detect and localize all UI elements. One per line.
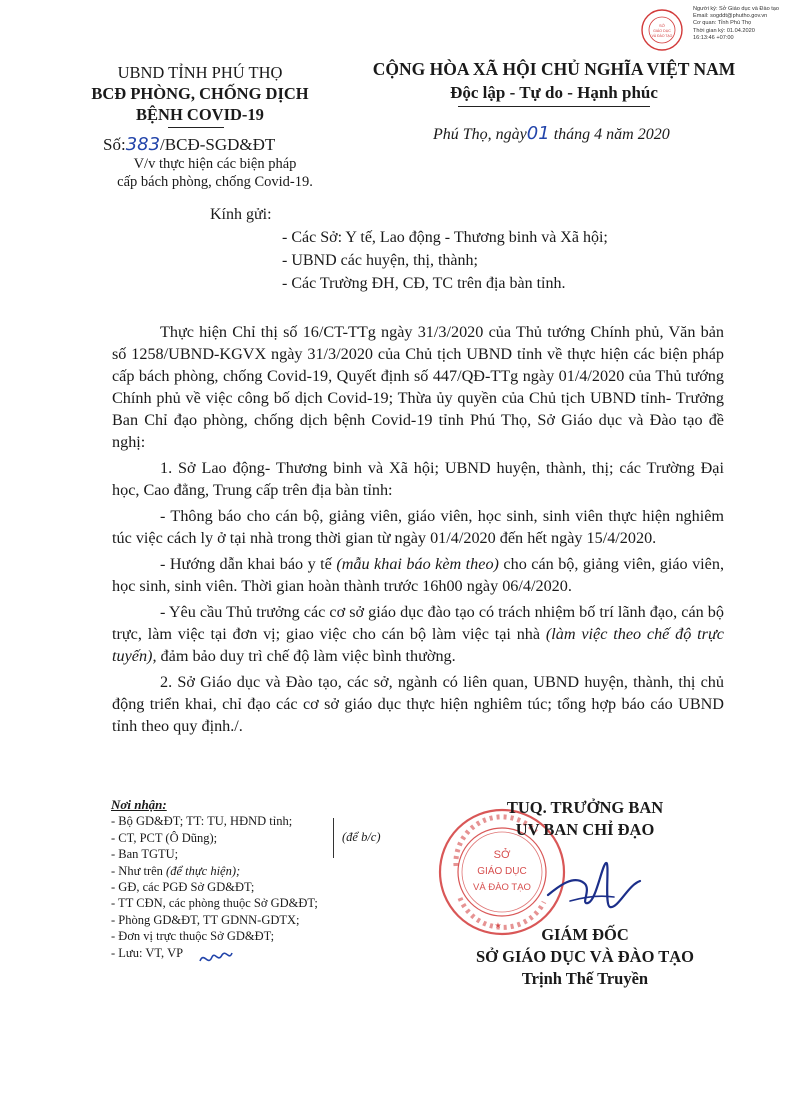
sig-info-line: Người ký: Sở Giáo dục và Đào tạo	[693, 6, 780, 12]
motto-underline	[458, 106, 650, 107]
bullet2-text: cho cán bộ, giảng viên, giáo viên, học sinh, sinh viên. Thời gian hoàn thành trước 16h00 ngày 06/4/2020.	[112, 555, 724, 595]
number-suffix: /BCĐ-SGD&ĐT	[160, 135, 276, 154]
distribution-item: - GĐ, các PGĐ Sở GD&ĐT;	[111, 880, 255, 895]
distribution-item	[111, 863, 318, 879]
number-prefix: Số:	[103, 135, 126, 154]
distribution-bracket	[333, 818, 334, 858]
signature-authority	[440, 797, 730, 841]
svg-text:★: ★	[494, 921, 502, 930]
body-intro: Thực hiện Chỉ thị số 16/CT-TTg ngày 31/3/2020 của Thủ tướng Chính phủ, Văn bản số 1258/UBND-KGVX ngày 31/3/2020 của Chủ tịch UBND tỉnh về thực hiện các biện pháp cấp bách phòng, chống Covid-19, Quyết định số 447/QĐ-TTg ngày 01/4/2020 của Thủ tướng Chính phủ về việc công bố dịch Covid-19; Thừa ủy quyền của Chủ tịch UBND tỉnh- Trưởng Ban Chỉ đạo phòng, chống dịch bệnh Covid-19 tỉnh Phú Thọ, Sở Giáo dục và Đào tạo đề nghị:	[112, 323, 724, 451]
body-bullet-2	[112, 553, 724, 597]
agency-line-province: UBND TỈNH PHÚ THỌ	[117, 63, 283, 82]
body-bullet-1: - Thông báo cho cán bộ, giảng viên, giáo viên, học sinh, sinh viên thực hiện nghiêm túc việc cách ly ở tại nhà trong thời gian từ ngày 01/4/2020 đến hết ngày 15/4/2020.	[112, 507, 724, 547]
distribution-item: - Đơn vị trực thuộc Sở GD&ĐT;	[111, 929, 275, 944]
sig-info-line: Thời gian ký: 01.04.2020	[693, 27, 755, 34]
number-handwritten: 383	[125, 134, 161, 155]
signer-position: GIÁM ĐỐC	[541, 925, 629, 944]
distribution-item-note: (để thực hiện);	[166, 863, 241, 878]
distribution-item: - Ban TGTU;	[111, 847, 179, 862]
distribution-list	[111, 797, 318, 961]
signer-organization: SỞ GIÁO DỤC VÀ ĐÀO TẠO	[475, 947, 695, 966]
date-prefix: Phú Thọ, ngày	[433, 126, 527, 143]
national-title: CỘNG HÒA XÃ HỘI CHỦ NGHĨA VIỆT NAM	[372, 59, 736, 79]
recipient-item: - UBND các huyện, thị, thành;	[282, 252, 478, 269]
handwritten-initial-icon	[196, 945, 236, 969]
distribution-item: - TT CĐN, các phòng thuộc Sở GD&ĐT;	[111, 896, 318, 911]
signature-line-2: UV BAN CHỈ ĐẠO	[515, 820, 655, 839]
agency-line-committee: BCĐ PHÒNG, CHỐNG DỊCH	[91, 84, 309, 103]
svg-text:VÀ ĐÀO TẠO: VÀ ĐÀO TẠO	[651, 34, 673, 38]
agency-line-disease: BỆNH COVID-19	[136, 105, 264, 124]
recipients-list	[282, 226, 608, 295]
sig-info-line: 16:13:46 +07:00	[693, 34, 734, 41]
distribution-title: Nơi nhận:	[111, 797, 167, 812]
bracket-note: (để b/c)	[342, 830, 381, 844]
distribution-item: - Bộ GD&ĐT; TT: TU, HĐND tỉnh;	[111, 814, 293, 829]
bullet3-text: đảm bảo duy trì chế độ làm việc bình thường.	[156, 647, 456, 665]
document-body	[112, 321, 724, 741]
svg-text:GIÁO DỤC: GIÁO DỤC	[477, 866, 527, 877]
digital-signature-stamp-icon	[640, 8, 684, 52]
bullet2-italic: (mẫu khai báo kèm theo)	[336, 555, 499, 573]
bullet2-text: - Hướng dẫn khai báo y tế	[160, 555, 337, 573]
body-bullet-3	[112, 601, 724, 667]
body-item-2: 2. Sở Giáo dục và Đào tạo, các sở, ngành có liên quan, UBND huyện, thành, thị chủ động triển khai, chỉ đạo các cơ sở giáo dục thực hiện nghiêm túc; tổng hợp báo cáo UBND tỉnh theo quy định./.	[112, 673, 724, 735]
signature-line-1: TUQ. TRƯỞNG BAN	[506, 798, 664, 817]
handwritten-signature-icon	[540, 845, 650, 925]
bullet3-text: - Yêu cầu Thủ trưởng các cơ sở giáo dục đào tạo có trách nhiệm bố trí lãnh đạo, cán bộ trực, làm việc tại đơn vị; giao việc cho cán bộ làm việc tại nhà	[112, 603, 724, 643]
distribution-item: - Lưu: VT, VP	[111, 945, 184, 960]
national-motto: Độc lập - Tự do - Hạnh phúc	[450, 83, 658, 102]
signer-name: Trịnh Thế Truyền	[521, 969, 649, 988]
bullet3-italic: (làm việc theo chế độ trực tuyến),	[112, 625, 724, 665]
document-number	[103, 134, 275, 156]
recipients-label: Kính gửi:	[210, 206, 272, 223]
body-item-1: 1. Sở Lao động- Thương binh và Xã hội; UBND huyện, thành, thị; các Trường Đại học, Cao đẳng, Trung cấp trên địa bàn tỉnh:	[112, 459, 724, 499]
document-subject	[100, 155, 330, 191]
recipient-item: - Các Sở: Y tế, Lao động - Thương binh và Xã hội;	[282, 229, 608, 246]
place-and-date	[433, 123, 670, 146]
sig-info-line: Cơ quan: Tỉnh Phú Thọ	[693, 20, 752, 27]
digital-signature-info	[693, 6, 789, 42]
date-suffix: tháng 4 năm 2020	[553, 126, 670, 143]
agency-underline	[168, 127, 224, 128]
subject-line: V/v thực hiện các biện pháp	[133, 156, 297, 172]
distribution-item-text: - Như trên	[111, 863, 163, 878]
sig-info-line: Email: sogddt@phutho.gov.vn	[693, 13, 768, 20]
svg-text:SỞ: SỞ	[658, 23, 666, 28]
distribution-item: - Phòng GD&ĐT, TT GDNN-GDTX;	[111, 912, 300, 927]
svg-text:VÀ ĐÀO TẠO: VÀ ĐÀO TẠO	[473, 882, 531, 893]
subject-line: cấp bách phòng, chống Covid-19.	[117, 174, 313, 190]
recipient-item: - Các Trường ĐH, CĐ, TC trên địa bàn tỉnh.	[282, 275, 566, 292]
issuing-agency	[60, 62, 340, 125]
svg-text:GIÁO DỤC: GIÁO DỤC	[653, 29, 671, 33]
signer-details	[440, 924, 730, 990]
date-day-handwritten: 01	[526, 123, 550, 144]
svg-text:SỞ: SỞ	[493, 849, 511, 861]
distribution-item: - CT, PCT (Ô Dũng);	[111, 830, 218, 845]
